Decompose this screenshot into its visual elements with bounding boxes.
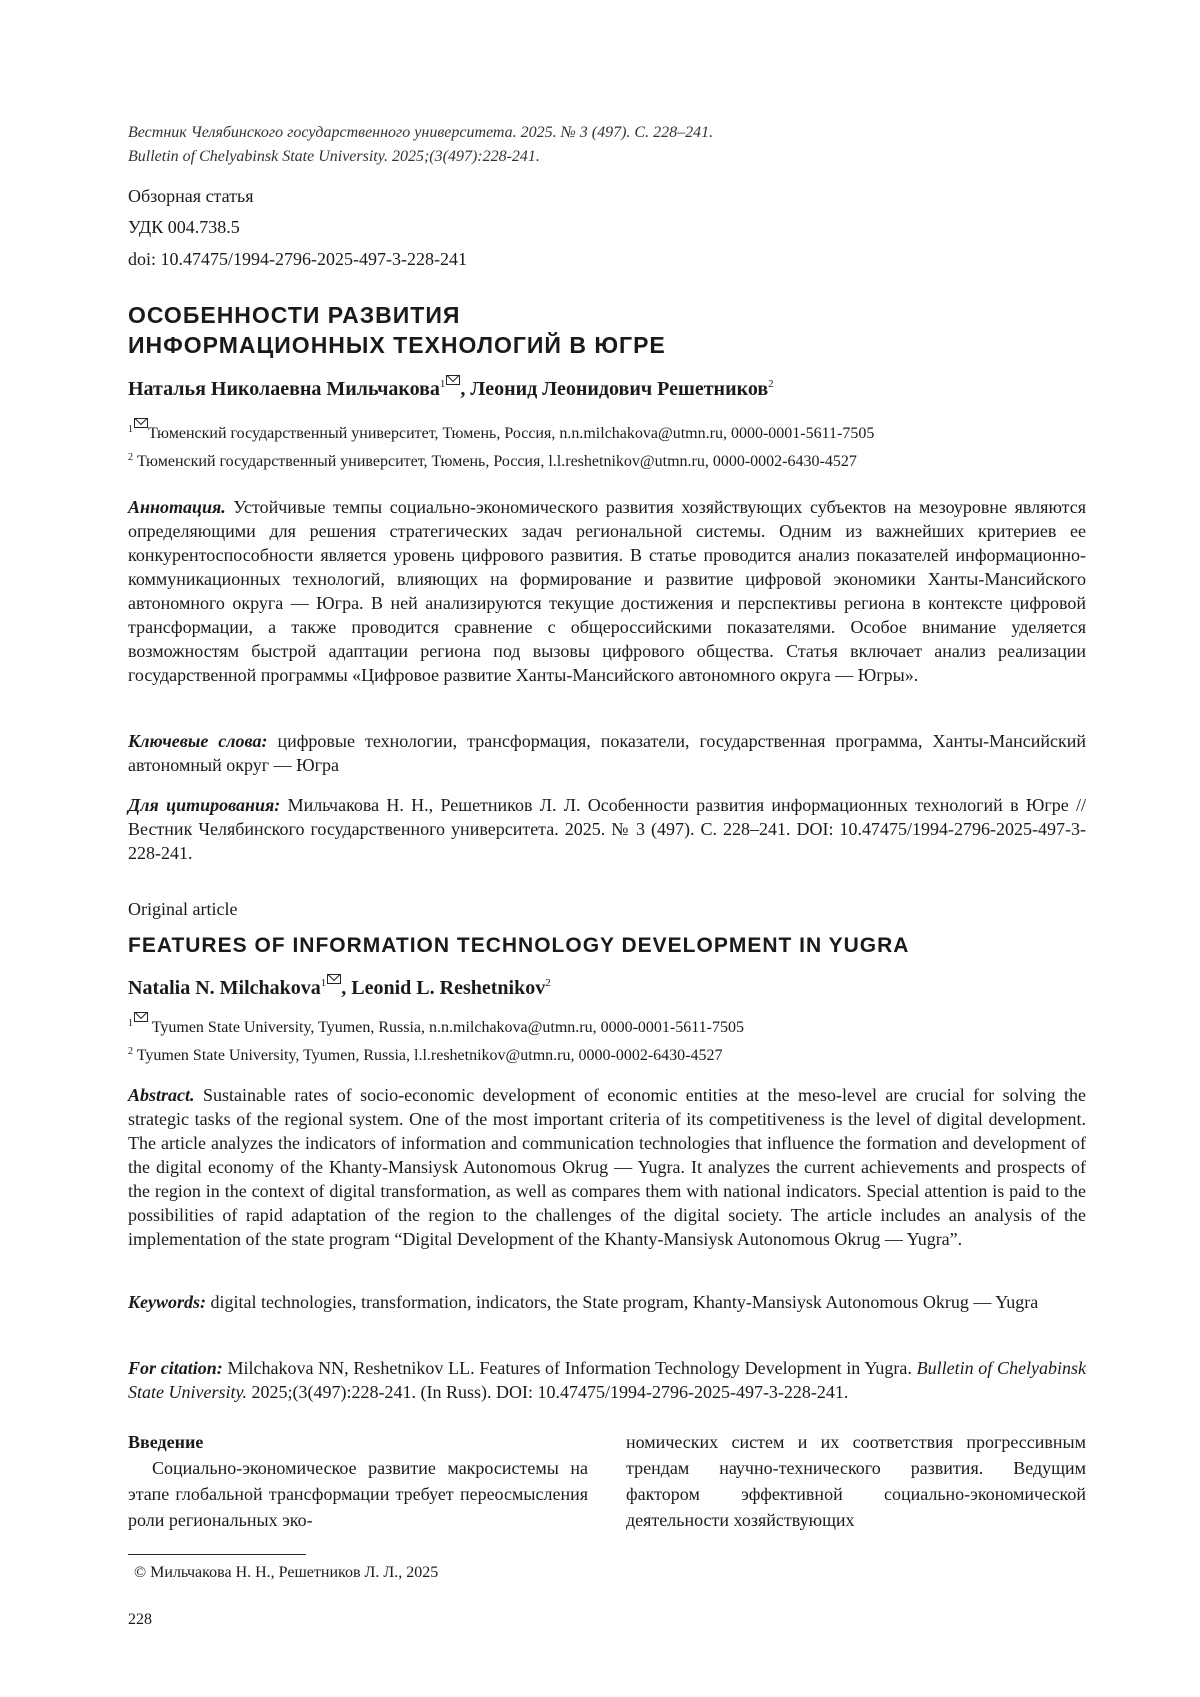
affiliation-ru-1	[128, 418, 874, 444]
article-type-en: Original article	[128, 899, 238, 919]
journal-line-ru: Вестник Челябинского государственного университета. 2025. № 3 (497). С. 228–241.	[128, 124, 714, 141]
affiliation-text: Tyumen State University, Tyumen, Russia, l.l.reshetnikov@utmn.ru, 0000-0002-6430-4527	[136, 1047, 723, 1064]
keywords-ru-label: Ключевые слова:	[128, 731, 268, 751]
author-1-name: Natalia N. Milchakova	[128, 977, 321, 999]
abstract-ru-label: Аннотация.	[128, 497, 226, 517]
keywords-en-label: Keywords:	[128, 1292, 206, 1312]
intro-right-column	[626, 1429, 1086, 1533]
affiliation-text: Тюменский государственный университет, Тюмень, Россия, l.l.reshetnikov@utmn.ru, 0000-0002-6430-4527	[137, 453, 857, 470]
title-ru-line-1: ОСОБЕННОСТИ РАЗВИТИЯ	[128, 302, 461, 328]
citation-ru-label: Для цитирования:	[128, 795, 281, 815]
citation-en-label: For citation:	[128, 1358, 223, 1378]
keywords-ru	[128, 729, 1086, 777]
author-2-name: Леонид Леонидович Решетников	[470, 378, 769, 400]
page-number: 228	[128, 1611, 152, 1628]
copyright-notice: © Мильчакова Н. Н., Решетников Л. Л., 2025	[134, 1564, 439, 1581]
author-1-name: Наталья Николаевна Мильчакова	[128, 378, 440, 400]
envelope-icon	[134, 418, 148, 428]
authors-ru	[128, 371, 774, 402]
envelope-icon	[327, 974, 341, 984]
author-2-affil-mark: 2	[545, 977, 551, 989]
abstract-ru-text: Устойчивые темпы социально-экономического развития хозяйствующих субъектов на мезоуровне являются определяющими для решения стратегических задач региональной системы. Одним из важнейших критериев ее конкурентоспособности является уровень цифрового развития. В статье проводится анализ показателей информационно-коммуникационных технологий, влияющих на формирование и развитие цифровой экономики Ханты-Мансийского автономного округа — Югра. В ней анализируются текущие достижения и перспективы региона в контексте цифровой трансформации, а также проводится сравнение с общероссийскими показателями. Особое внимание уделяется возможностям быстрой адаптации региона под вызовы цифрового общества. Статья включает анализ реализации государственной программы «Цифровое развитие Ханты-Мансийского автономного округа — Югры».	[128, 497, 1087, 685]
affiliation-ru-2	[128, 448, 857, 472]
author-2-affil-mark: 2	[768, 378, 774, 390]
citation-ru	[128, 793, 1086, 865]
journal-line-en: Bulletin of Chelyabinsk State University. 2025;(3(497):228-241.	[128, 148, 540, 165]
keywords-en	[128, 1290, 1086, 1314]
affiliation-mark: 1	[128, 1018, 133, 1029]
affiliation-en-2	[128, 1042, 722, 1066]
affiliation-text: Тюменский государственный университет, Тюмень, Россия, n.n.milchakova@utmn.ru, 0000-0001-5611-7505	[148, 425, 875, 442]
envelope-icon	[446, 375, 460, 385]
journal-header	[128, 121, 713, 169]
abstract-en-text: Sustainable rates of socio-economic development of economic entities at the meso-level are crucial for solving the strategic tasks of the regional system. One of the most important criteria of its competitiveness is the level of digital development. The article analyzes the indicators of information and communication technologies that influence the formation and development of the digital economy of the Khanty-Mansiysk Autonomous Okrug — Yugra. It analyzes the current achievements and prospects of the region in the context of digital transformation, as well as compares them with national indicators. Special attention is paid to the possibilities of rapid adaptation of the region to the challenges of the digital society. The article includes an analysis of the implementation of the state program “Digital Development of the Khanty-Mansiysk Autonomous Okrug — Yugra”.	[128, 1085, 1087, 1249]
intro-left-column	[128, 1429, 588, 1533]
abstract-en	[128, 1083, 1086, 1251]
authors-en	[128, 970, 551, 1001]
keywords-ru-text: цифровые технологии, трансформация, показатели, государственная программа, Ханты-Мансийский автономный округ — Югра	[128, 731, 1086, 775]
author-separator: ,	[341, 977, 352, 999]
title-ru	[128, 300, 666, 360]
affiliation-mark: 2	[128, 452, 133, 463]
author-1-affil-mark: 1	[439, 378, 446, 390]
intro-heading: Введение	[128, 1432, 204, 1452]
affiliation-en-1	[128, 1012, 744, 1038]
title-en: FEATURES OF INFORMATION TECHNOLOGY DEVELOPMENT IN YUGRA	[128, 934, 910, 957]
abstract-ru	[128, 495, 1086, 687]
title-ru-line-2: ИНФОРМАЦИОННЫХ ТЕХНОЛОГИЙ В ЮГРЕ	[128, 332, 666, 358]
affiliation-text: Tyumen State University, Tyumen, Russia, n.n.milchakova@utmn.ru, 0000-0001-5611-7505	[151, 1019, 744, 1036]
citation-en-details: 2025;(3(497):228-241. (In Russ). DOI: 10.47475/1994-2796-2025-497-3-228-241.	[251, 1382, 849, 1402]
affiliation-mark: 2	[128, 1046, 133, 1057]
keywords-en-text: digital technologies, transformation, indicators, the State program, Khanty-Mansiysk Autonomous Okrug — Yugra	[210, 1292, 1039, 1312]
abstract-en-label: Abstract.	[128, 1085, 195, 1105]
author-separator: ,	[460, 378, 471, 400]
author-1-affil-mark: 1	[320, 977, 327, 989]
envelope-icon	[134, 1012, 148, 1022]
doi: doi: 10.47475/1994-2796-2025-497-3-228-241	[128, 249, 467, 269]
intro-left-text: Социально-экономическое развитие макросистемы на этапе глобальной трансформации требует переосмысления роли региональных эко-	[128, 1458, 588, 1530]
intro-right-text: номических систем и их соответствия прогрессивным трендам научно-технического развития. Ведущим фактором эффективной социально-экономической деятельности хозяйствующих	[626, 1432, 1086, 1530]
footnote-divider	[128, 1554, 306, 1555]
citation-en-journal: Bulletin of Chelyabinsk State University.	[128, 1358, 1087, 1402]
article-type-ru: Обзорная статья	[128, 186, 254, 206]
affiliation-mark: 1	[128, 424, 133, 435]
citation-en	[128, 1356, 1086, 1404]
citation-ru-text: Мильчакова Н. Н., Решетников Л. Л. Особенности развития информационных технологий в Югре // Вестник Челябинского государственного университета. 2025. № 3 (497). С. 228–241. DOI: 10.47475/1994-2796-2025-497-3-228-241.	[128, 795, 1086, 863]
citation-en-text: Milchakova NN, Reshetnikov LL. Features of Information Technology Development in Yugra.	[227, 1358, 912, 1378]
author-2-name: Leonid L. Reshetnikov	[351, 977, 546, 999]
udc-code: УДК 004.738.5	[128, 217, 240, 237]
